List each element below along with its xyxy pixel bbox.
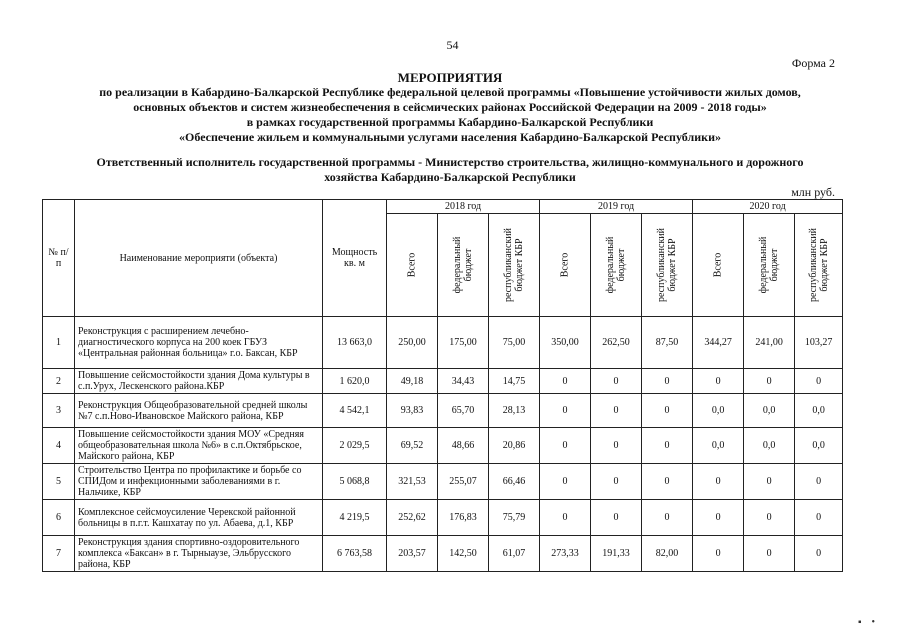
table-row xyxy=(43,500,843,536)
row-value: 0,0 xyxy=(693,394,744,428)
row-value: 0 xyxy=(540,394,591,428)
row-value: 0,0 xyxy=(693,428,744,464)
row-value: 87,50 xyxy=(642,317,693,369)
row-number: 1 xyxy=(43,317,75,369)
row-value: 350,00 xyxy=(540,317,591,369)
scan-marks: ▪ • xyxy=(857,617,875,628)
row-value: 103,27 xyxy=(795,317,843,369)
row-value: 0 xyxy=(540,464,591,500)
document-title xyxy=(40,70,860,145)
row-value: 0,0 xyxy=(795,428,843,464)
row-value: 255,07 xyxy=(438,464,489,500)
row-value: 142,50 xyxy=(438,536,489,572)
row-value: 273,33 xyxy=(540,536,591,572)
row-value: 0 xyxy=(744,536,795,572)
row-value: 75,00 xyxy=(489,317,540,369)
header-republic: республиканский бюджет КБР xyxy=(795,214,843,317)
responsible-line: хозяйства Кабардино-Балкарской Республики xyxy=(324,170,576,184)
row-value: 0 xyxy=(744,369,795,394)
row-value: 20,86 xyxy=(489,428,540,464)
table-row xyxy=(43,394,843,428)
header-total: Всего xyxy=(693,214,744,317)
title-line: основных объектов и систем жизнеобеспечения в сейсмических районах Российской Федерации на 2009 - 2018 годы» xyxy=(133,100,767,114)
header-num: № п/п xyxy=(43,200,75,317)
row-value: 252,62 xyxy=(387,500,438,536)
header-federal: федеральный бюджет xyxy=(591,214,642,317)
row-value: 34,43 xyxy=(438,369,489,394)
row-value: 0 xyxy=(540,500,591,536)
row-value: 0 xyxy=(591,394,642,428)
row-capacity: 2 029,5 xyxy=(323,428,387,464)
row-value: 203,57 xyxy=(387,536,438,572)
row-capacity: 5 068,8 xyxy=(323,464,387,500)
header-federal: федеральный бюджет xyxy=(438,214,489,317)
row-value: 0 xyxy=(591,369,642,394)
row-value: 0 xyxy=(642,464,693,500)
row-value: 0 xyxy=(591,500,642,536)
row-value: 0 xyxy=(744,500,795,536)
row-value: 93,83 xyxy=(387,394,438,428)
row-value: 0 xyxy=(540,428,591,464)
row-value: 0 xyxy=(642,369,693,394)
row-capacity: 4 542,1 xyxy=(323,394,387,428)
header-year-2020: 2020 год xyxy=(693,200,843,214)
row-value: 0 xyxy=(693,536,744,572)
row-value: 48,66 xyxy=(438,428,489,464)
row-value: 0 xyxy=(693,500,744,536)
row-value: 0 xyxy=(540,369,591,394)
row-value: 75,79 xyxy=(489,500,540,536)
units-label: млн руб. xyxy=(791,185,835,199)
row-value: 321,53 xyxy=(387,464,438,500)
row-number: 3 xyxy=(43,394,75,428)
row-object-name: Строительство Центра по профилактике и борьбе со СПИДом и инфекционными заболеваниями в г. Нальчике, КБР xyxy=(75,464,323,500)
row-number: 2 xyxy=(43,369,75,394)
table-row xyxy=(43,428,843,464)
row-value: 241,00 xyxy=(744,317,795,369)
title-line: по реализации в Кабардино-Балкарской Республике федеральной целевой программы «Повышение устойчивости жилых домов, xyxy=(99,85,801,99)
row-object-name: Повышение сейсмостойкости здания МОУ «Средняя общеобразовательная школа №6» в с.п.Октябрьское, Майского района, КБР xyxy=(75,428,323,464)
page-number: 54 xyxy=(446,38,459,52)
row-number: 4 xyxy=(43,428,75,464)
row-capacity: 6 763,58 xyxy=(323,536,387,572)
row-value: 0 xyxy=(591,464,642,500)
table-row xyxy=(43,369,843,394)
row-capacity: 1 620,0 xyxy=(323,369,387,394)
header-federal: федеральный бюджет xyxy=(744,214,795,317)
row-value: 0 xyxy=(744,464,795,500)
row-object-name: Повышение сейсмостойкости здания Дома культуры в с.п.Урух, Лескенского района.КБР xyxy=(75,369,323,394)
header-year-2019: 2019 год xyxy=(540,200,693,214)
table-row xyxy=(43,317,843,369)
row-value: 0,0 xyxy=(744,428,795,464)
row-capacity: 13 663,0 xyxy=(323,317,387,369)
row-value: 0,0 xyxy=(744,394,795,428)
header-capacity: Мощность кв. м xyxy=(323,200,387,317)
row-value: 28,13 xyxy=(489,394,540,428)
row-value: 262,50 xyxy=(591,317,642,369)
header-name: Наименование мероприяти (объекта) xyxy=(75,200,323,317)
form-label: Форма 2 xyxy=(791,56,835,70)
row-value: 176,83 xyxy=(438,500,489,536)
row-value: 0 xyxy=(591,428,642,464)
row-value: 82,00 xyxy=(642,536,693,572)
row-value: 191,33 xyxy=(591,536,642,572)
responsible-line: Ответственный исполнитель государственной программы - Министерство строительства, жилищно-коммунального и дорожного xyxy=(96,155,804,169)
row-value: 49,18 xyxy=(387,369,438,394)
table-row xyxy=(43,464,843,500)
row-value: 61,07 xyxy=(489,536,540,572)
row-value: 0 xyxy=(642,500,693,536)
header-total: Всего xyxy=(540,214,591,317)
row-value: 0,0 xyxy=(795,394,843,428)
row-value: 69,52 xyxy=(387,428,438,464)
row-object-name: Реконструкция Общеобразовательной средней школы №7 с.п.Ново-Ивановское Майского района, КБР xyxy=(75,394,323,428)
row-value: 65,70 xyxy=(438,394,489,428)
row-value: 0 xyxy=(693,369,744,394)
row-capacity: 4 219,5 xyxy=(323,500,387,536)
header-total: Всего xyxy=(387,214,438,317)
row-object-name: Реконструкция с расширением лечебно-диагностического корпуса на 200 коек ГБУЗ «Центральная районная больница» г.о. Баксан, КБР xyxy=(75,317,323,369)
header-year-2018: 2018 год xyxy=(387,200,540,214)
row-value: 14,75 xyxy=(489,369,540,394)
row-value: 0 xyxy=(795,500,843,536)
title-line: «Обеспечение жильем и коммунальными услугами населения Кабардино-Балкарской Республики» xyxy=(179,130,721,144)
title-line: в рамках государственной программы Кабардино-Балкарской Республики xyxy=(246,115,654,129)
row-value: 0 xyxy=(642,428,693,464)
row-value: 175,00 xyxy=(438,317,489,369)
row-value: 0 xyxy=(642,394,693,428)
header-republic: республиканский бюджет КБР xyxy=(489,214,540,317)
header-republic: республиканский бюджет КБР xyxy=(642,214,693,317)
row-value: 250,00 xyxy=(387,317,438,369)
row-number: 5 xyxy=(43,464,75,500)
row-value: 0 xyxy=(795,464,843,500)
row-value: 66,46 xyxy=(489,464,540,500)
row-number: 6 xyxy=(43,500,75,536)
title-line: МЕРОПРИЯТИЯ xyxy=(397,70,503,85)
row-value: 0 xyxy=(795,369,843,394)
measures-table xyxy=(42,199,843,572)
row-object-name: Комплексное сейсмоусиление Черекской районной больницы в п.г.т. Кашхатау по ул. Абаева, д.1, КБР xyxy=(75,500,323,536)
row-value: 344,27 xyxy=(693,317,744,369)
table-row xyxy=(43,536,843,572)
row-number: 7 xyxy=(43,536,75,572)
responsible-executor xyxy=(40,155,860,185)
row-object-name: Реконструкция здания спортивно-оздоровительного комплекса «Баксан» в г. Тырныаузе, Эльбрусского района, КБР xyxy=(75,536,323,572)
row-value: 0 xyxy=(795,536,843,572)
row-value: 0 xyxy=(693,464,744,500)
